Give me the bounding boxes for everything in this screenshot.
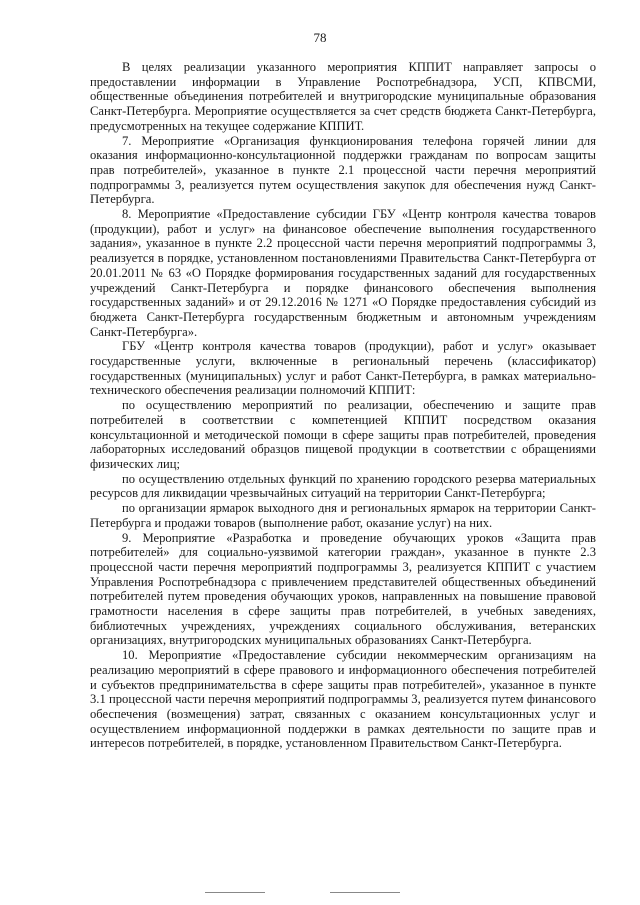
paragraph-kppit-requests: В целях реализации указанного мероприятия КППИТ направляет запросы о предоставлении информации в Управление Роспотребнадзора, УСП, КПВСМИ, общественные объединения потребителей и внутригородские муниципальные образования Санкт-Петербурга. Мероприятие осуществляется за счет средств бюджета Санкт-Петербурга, предусмотренных на текущее содержание КППИТ. (90, 60, 596, 133)
paragraph-reserve-storage: по осуществлению отдельных функций по хранению городского резерва материальных ресурсов для ликвидации чрезвычайных ситуаций на территории Санкт-Петербурга; (90, 471, 596, 501)
paragraph-consumer-protection: по осуществлению мероприятий по реализации, обеспечению и защите прав потребителей в соответствии с компетенцией КППИТ посредством оказания консультационной и методической помощи в сфере защиты прав потребителей, проведения лабораторных исследований образцов пищевой продукции в соответствии с обращениями физических лиц; (90, 398, 596, 471)
document-body (90, 60, 596, 751)
footer-rule-left (205, 892, 265, 893)
paragraph-gbu-services: ГБУ «Центр контроля качества товаров (продукции), работ и услуг» оказывает государственные услуги, включенные в региональный перечень (классификатор) государственных (муниципальных) услуг и работ Санкт-Петербурга, в рамках материально-технического обеспечения реализации полномочий КППИТ: (90, 339, 596, 398)
paragraph-fairs: по организации ярмарок выходного дня и региональных ярмарок на территории Санкт-Петербурга и продажи товаров (выполнение работ, оказание услуг) на них. (90, 501, 596, 530)
paragraph-item-8: 8. Мероприятие «Предоставление субсидии ГБУ «Центр контроля качества товаров (продукции), работ и услуг» на финансовое обеспечение выполнения государственного задания», указанное в пункте 2.2 процессной части перечня мероприятий подпрограммы 3, реализуется в порядке, установленном постановлениями Правительства Санкт-Петербурга от 20.01.2011 № 63 «О Порядке формирования государственных заданий для государственных учреждений Санкт-Петербурга и порядке финансового обеспечения выполнения государственных заданий» и от 29.12.2016 № 1271 «О Порядке предоставления субсидий из бюджета Санкт-Петербурга государственным бюджетным и автономным учреждениям Санкт-Петербурга». (90, 207, 596, 339)
paragraph-item-7: 7. Мероприятие «Организация функционирования телефона горячей линии для оказания информационно-консультационной поддержки гражданам по вопросам защиты прав потребителей», указанное в пункте 2.1 процессной части перечня мероприятий подпрограммы 3, реализуется путем осуществления закупок для обеспечения нужд Санкт-Петербурга. (90, 133, 596, 207)
page-number: 78 (313, 30, 327, 45)
paragraph-item-10: 10. Мероприятие «Предоставление субсидии некоммерческим организациям на реализацию мероприятий в сфере правового и информационного обеспечения потребителей и субъектов предпринимательства в сфере защиты прав потребителей», указанное в пункте 3.1 процессной части перечня мероприятий подпрограммы 3, реализуется путем финансового обеспечения (возмещения) затрат, связанных с оказанием консультационных услуг и осуществлением информационной поддержки в рамках деятельности по защите прав и интересов потребителей, в порядке, установленном Правительством Санкт-Петербурга. (90, 648, 596, 751)
paragraph-item-9: 9. Мероприятие «Разработка и проведение обучающих уроков «Защита прав потребителей» для социально-уязвимой категории граждан», указанное в пункте 2.3 процессной части перечня мероприятий подпрограммы 3, реализуется КППИТ с участием Управления Роспотребнадзора с привлечением представителей общественных объединений потребителей путем проведения обучающих уроков, направленных на повышение правовой грамотности населения в сфере защиты прав потребителей, в учебных заведениях, библиотечных учреждениях, учреждениях социального обслуживания, ветеранских организациях, внутригородских муниципальных образованиях Санкт-Петербурга. (90, 530, 596, 648)
footer-rule-right (330, 892, 400, 893)
